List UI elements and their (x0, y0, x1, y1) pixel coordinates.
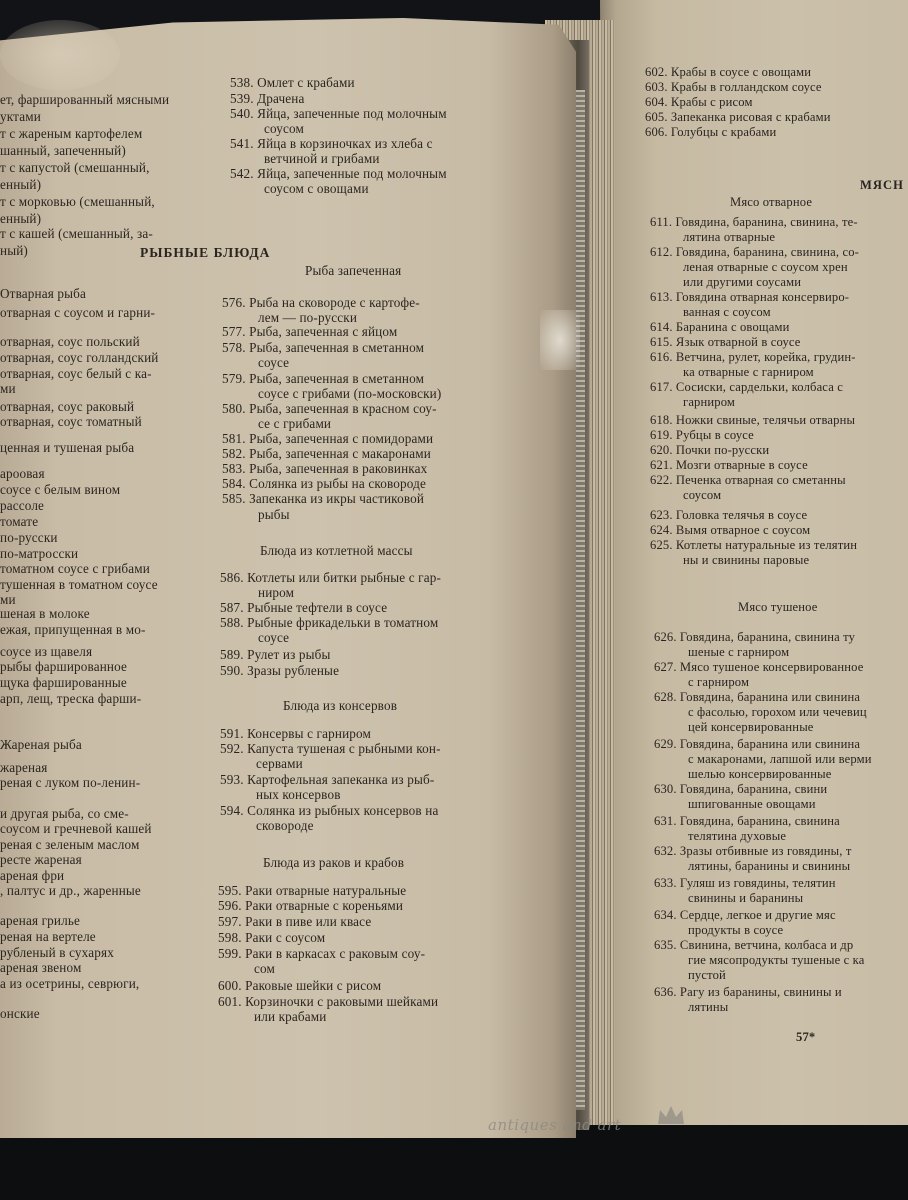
right-page-line: 613. Говядина отварная консервиро- (650, 290, 850, 304)
right-page-line: 635. Свинина, ветчина, колбаса и др (654, 938, 854, 952)
left-page-line: рыбы (258, 507, 290, 522)
right-page-line: с фасолью, горохом или чечевиц (688, 705, 867, 719)
left-page-line: ресте жареная (0, 852, 82, 867)
left-page-line: 576. Рыба на сковороде с картофе- (222, 295, 420, 310)
right-page-line: 614. Баранина с овощами (650, 320, 790, 334)
left-page-line: соусе (258, 355, 290, 370)
left-page-line: т с капустой (смешанный, (0, 160, 150, 175)
left-page-line: т с морковью (смешанный, (0, 194, 155, 209)
right-page-line: 57* (796, 1030, 816, 1044)
left-page-line: ареная фри (0, 868, 65, 883)
right-page-line: леная отварные с соусом хрен (683, 260, 848, 274)
right-page-line: телятина духовые (688, 829, 787, 843)
right-page-line: пустой (688, 968, 726, 982)
left-page-line: ароовая (0, 466, 45, 481)
left-page-line: отварная, соус польский (0, 334, 140, 349)
left-page-line: онские (0, 1006, 40, 1021)
left-page-line: ми (0, 381, 16, 396)
left-page-line: т с жареным картофелем (0, 126, 143, 141)
left-page-line: рубленый в сухарях (0, 945, 114, 960)
left-page-line: 597. Раки в пиве или квасе (218, 914, 372, 929)
left-page-line: сковороде (256, 818, 314, 833)
left-page-line: 585. Запеканка из икры частиковой (222, 491, 425, 506)
left-page-line: томате (0, 514, 39, 529)
left-page-line: томатном соусе с грибами (0, 561, 150, 576)
left-page-line: ный) (0, 243, 28, 258)
right-page-line: 634. Сердце, легкое и другие мяс (654, 908, 836, 922)
right-page-line: 632. Зразы отбивные из говядины, т (654, 844, 852, 858)
left-page-line: ми (0, 592, 16, 607)
left-page-line: 599. Раки в каркасах с раковым соу- (218, 946, 426, 961)
left-page-line: 589. Рулет из рыбы (220, 647, 331, 662)
left-page-line: уктами (0, 109, 41, 124)
left-page-line: соусе (258, 630, 290, 645)
left-page-line: отварная, соус голландский (0, 350, 159, 365)
left-page-line: ареная грилье (0, 913, 81, 928)
left-page-line: 542. Яйца, запеченные под молочным (230, 166, 447, 181)
left-page-line: 601. Корзиночки с раковыми шейками (218, 994, 439, 1009)
left-page-line: соусом с овощами (264, 181, 369, 196)
left-page-line: ценная и тушеная рыба (0, 440, 135, 455)
left-page-line: реная с луком по-ленин- (0, 775, 141, 790)
left-page-line: отварная с соусом и гарни- (0, 305, 156, 320)
left-page-line: 592. Капуста тушеная с рыбными кон- (220, 741, 441, 756)
right-page-line: 605. Запеканка рисовая с крабами (645, 110, 831, 124)
right-page-line: свинины и баранины (688, 891, 804, 905)
right-page-line: цей консервированные (688, 720, 814, 734)
left-page-line: реная с зеленым маслом (0, 837, 140, 852)
left-page-line: шеная в молоке (0, 606, 90, 621)
left-page-line: ареная звеном (0, 960, 82, 975)
left-page-line: Блюда из раков и крабов (263, 855, 405, 870)
left-page-line: 541. Яйца в корзиночках из хлеба с (230, 136, 433, 151)
left-page-line: 595. Раки отварные натуральные (218, 883, 407, 898)
right-page-line: лятины (688, 1000, 729, 1014)
right-page-line: 615. Язык отварной в соусе (650, 335, 801, 349)
left-page-line: 584. Солянка из рыбы на сковороде (222, 476, 426, 491)
right-page-line: ванная с соусом (683, 305, 771, 319)
right-page-line: продукты в соусе (688, 923, 784, 937)
right-page-line: 627. Мясо тушеное консервированное (654, 660, 864, 674)
left-page-line: 581. Рыба, запеченная с помидорами (222, 431, 434, 446)
left-page-line: 596. Раки отварные с кореньями (218, 898, 404, 913)
left-page-line: 538. Омлет с крабами (230, 75, 355, 90)
right-page-line: лятины, баранины и свинины (688, 859, 851, 873)
left-page-line: 578. Рыба, запеченная в сметанном (222, 340, 425, 355)
right-page-line: 636. Рагу из баранины, свинины и (654, 985, 842, 999)
left-page-line: или крабами (254, 1009, 327, 1024)
left-page-line: ных консервов (256, 787, 341, 802)
left-page-line: 539. Драчена (230, 91, 305, 106)
right-page-line: ны и свинины паровые (683, 553, 810, 567)
left-page-line: отварная, соус томатный (0, 414, 142, 429)
left-page-line: отварная, соус белый с ка- (0, 366, 152, 381)
right-page-line: лятина отварные (683, 230, 776, 244)
right-page-line: 633. Гуляш из говядины, телятин (654, 876, 836, 890)
left-page-line: енный) (0, 177, 42, 192)
crown-icon (656, 1104, 686, 1126)
right-page-line: 621. Мозги отварные в соусе (650, 458, 808, 472)
right-page-line: 616. Ветчина, рулет, корейка, грудин- (650, 350, 856, 364)
left-page-line: Блюда из котлетной массы (260, 543, 413, 558)
left-page-line: соусе с белым вином (0, 482, 121, 497)
right-page-line: 624. Вымя отварное с соусом (650, 523, 811, 537)
left-page-line: по-матросски (0, 546, 79, 561)
left-page-line: се с грибами (258, 416, 332, 431)
left-page-line: ет, фаршированный мясными (0, 92, 170, 107)
right-page-line: с макаронами, лапшой или верми (688, 752, 872, 766)
left-page-line: тушенная в томатном соусе (0, 577, 158, 592)
right-page-line: 606. Голубцы с крабами (645, 125, 777, 139)
left-page-line: арп, лещ, треска фарши- (0, 691, 142, 706)
right-page-line: 618. Ножки свиные, телячьи отварны (650, 413, 856, 427)
left-page-line: Жареная рыба (0, 737, 82, 752)
left-page-line: енный) (0, 211, 42, 226)
left-page-line: реная на вертеле (0, 929, 96, 944)
right-page-line: МЯСН (860, 178, 904, 192)
left-page-line: соусе с грибами (по-московски) (258, 386, 442, 401)
left-page-line: 593. Картофельная запеканка из рыб- (220, 772, 435, 787)
right-page-line: 623. Головка телячья в соусе (650, 508, 808, 522)
right-page-line: 625. Котлеты натуральные из телятин (650, 538, 858, 552)
left-page-line: соусом и гречневой кашей (0, 821, 152, 836)
left-page-line: по-русски (0, 530, 58, 545)
left-page-line: и другая рыба, со сме- (0, 806, 129, 821)
left-page-line: отварная, соус раковый (0, 399, 135, 414)
right-page-line: шеные с гарниром (688, 645, 790, 659)
right-page-line: шпигованные овощами (688, 797, 816, 811)
right-page-line: 604. Крабы с рисом (645, 95, 753, 109)
left-page-line: 580. Рыба, запеченная в красном соу- (222, 401, 437, 416)
right-page-line: 602. Крабы в соусе с овощами (645, 65, 812, 79)
left-page-line: 598. Раки с соусом (218, 930, 326, 945)
left-page-line: 582. Рыба, запеченная с макаронами (222, 446, 431, 461)
left-page-line: рассоле (0, 498, 45, 513)
right-page-line: соусом (683, 488, 722, 502)
right-page-line: Мясо отварное (730, 195, 813, 209)
left-page-line: ежая, припущенная в мо- (0, 622, 146, 637)
left-page-line: 590. Зразы рубленые (220, 663, 340, 678)
left-page-line: 540. Яйца, запеченные под молочным (230, 106, 447, 121)
left-page-line: 587. Рыбные тефтели в соусе (220, 600, 388, 615)
right-page-line: 619. Рубцы в соусе (650, 428, 754, 442)
left-page-line: лем — по-русски (258, 310, 358, 325)
right-page-line: 629. Говядина, баранина или свинина (654, 737, 861, 751)
right-page-line: 603. Крабы в голландском соусе (645, 80, 822, 94)
right-page-line: или другими соусами (683, 275, 802, 289)
right-page-line: 611. Говядина, баранина, свинина, те- (650, 215, 858, 229)
left-page-line: 594. Солянка из рыбных консервов на (220, 803, 439, 818)
left-page-line: 579. Рыба, запеченная в сметанном (222, 371, 425, 386)
right-page-line: гие мясопродукты тушеные с ка (688, 953, 865, 967)
left-page-line: щука фаршированные (0, 675, 127, 690)
right-page-line: Мясо тушеное (738, 600, 818, 614)
left-page-line: рыбы фаршированное (0, 659, 128, 674)
right-page-line: 626. Говядина, баранина, свинина ту (654, 630, 856, 644)
right-page-line: 620. Почки по-русски (650, 443, 770, 457)
left-page-line: , палтус и др., жаренные (0, 883, 141, 898)
left-page-line: сервами (256, 756, 303, 771)
left-page-line: 591. Консервы с гарниром (220, 726, 372, 741)
left-page-line: Отварная рыба (0, 286, 87, 301)
right-page-line: 631. Говядина, баранина, свинина (654, 814, 840, 828)
left-page-line: Блюда из консервов (283, 698, 398, 713)
left-page-line: 600. Раковые шейки с рисом (218, 978, 382, 993)
right-page-line: ка отварные с гарниром (683, 365, 814, 379)
left-page-line: 586. Котлеты или битки рыбные с гар- (220, 570, 442, 585)
left-page-line: 583. Рыба, запеченная в раковинках (222, 461, 428, 476)
left-page-line: соусом (264, 121, 304, 136)
right-page-line: с гарниром (688, 675, 750, 689)
left-page-line: РЫБНЫЕ БЛЮДА (140, 245, 271, 260)
left-page-line: ветчиной и грибами (264, 151, 380, 166)
watermark: antiques and art (488, 1116, 622, 1134)
right-page-line: 612. Говядина, баранина, свинина, со- (650, 245, 860, 259)
left-page-line: 588. Рыбные фрикадельки в томатном (220, 615, 439, 630)
left-page-line: т с кашей (смешанный, за- (0, 226, 153, 241)
right-page-line: шелью консервированные (688, 767, 832, 781)
right-page-line: 617. Сосиски, сардельки, колбаса с (650, 380, 843, 394)
left-page-line: сом (254, 961, 275, 976)
left-page-line: жареная (0, 760, 48, 775)
left-page-line: Рыба запеченная (305, 263, 402, 278)
right-page-line: 622. Печенка отварная со сметанны (650, 473, 846, 487)
left-page-line: 577. Рыба, запеченная с яйцом (222, 324, 398, 339)
left-page-line: ниром (258, 585, 295, 600)
left-page-line: соусе из щавеля (0, 644, 93, 659)
right-page-line: 630. Говядина, баранина, свини (654, 782, 828, 796)
right-page-line: гарниром (683, 395, 736, 409)
left-page-line: шанный, запеченный) (0, 143, 126, 158)
left-page-line: а из осетрины, севрюги, (0, 976, 140, 991)
right-page-line: 628. Говядина, баранина или свинина (654, 690, 861, 704)
